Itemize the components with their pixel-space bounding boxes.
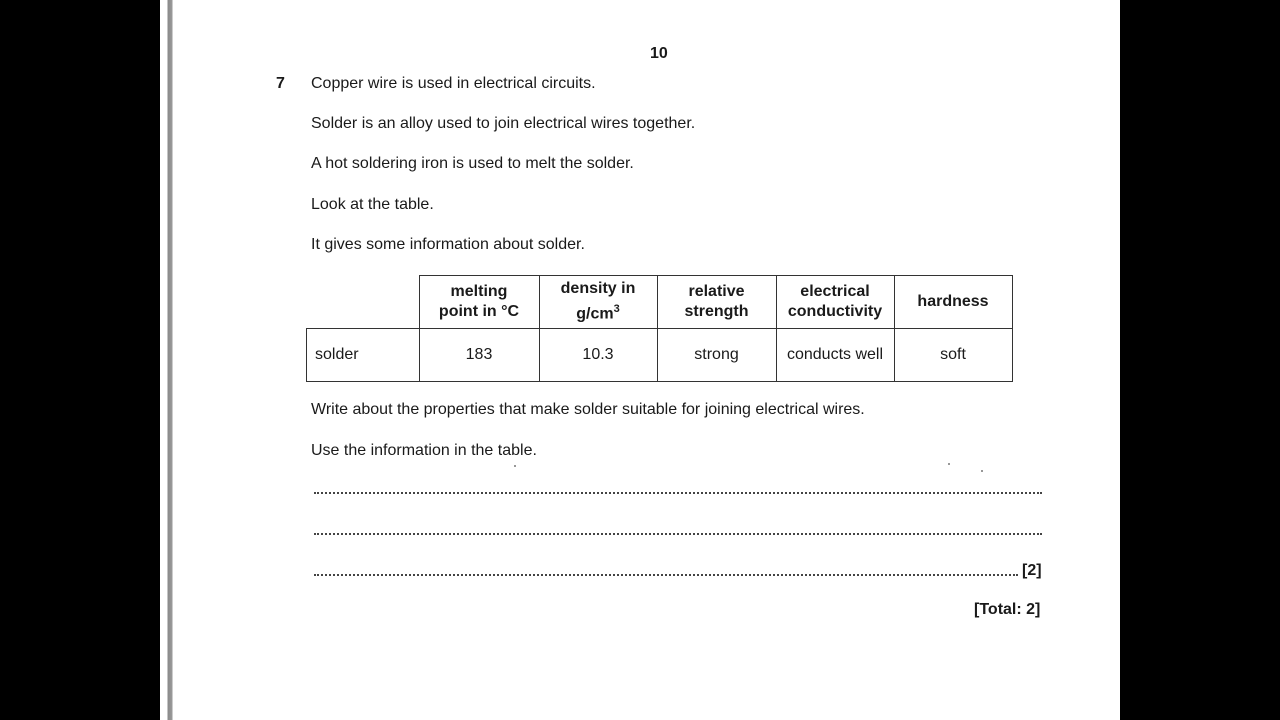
solder-properties-table — [306, 275, 1013, 382]
question-text-line-1: Copper wire is used in electrical circuits. — [311, 75, 596, 92]
table-header-density — [539, 276, 657, 329]
answer-line-3[interactable] — [314, 574, 1018, 576]
header-text: strength — [684, 303, 749, 320]
table-header-melting-point — [419, 276, 539, 329]
header-text: hardness — [917, 293, 989, 310]
question-number: 7 — [276, 75, 285, 92]
total-marks-label: [Total: 2] — [974, 601, 1041, 618]
marks-label: [2] — [1022, 562, 1042, 579]
superscript: 3 — [613, 303, 620, 316]
header-text: electrical — [800, 283, 870, 300]
table-corner-cell — [307, 276, 420, 329]
header-text: melting — [450, 283, 508, 300]
table-header-electrical-conductivity — [776, 276, 894, 329]
question-text-line-5: It gives some information about solder. — [311, 236, 585, 253]
page-edge — [160, 0, 178, 720]
header-text: g/cm — [576, 305, 614, 323]
scan-speck — [514, 465, 516, 467]
question-text-line-3: A hot soldering iron is used to melt the solder. — [311, 155, 634, 172]
page-number: 10 — [650, 45, 668, 62]
question-hint: Use the information in the table. — [311, 442, 537, 459]
exam-page — [178, 0, 1120, 720]
table-row — [307, 329, 1013, 382]
table-header-relative-strength — [657, 276, 776, 329]
header-text: conductivity — [787, 303, 883, 320]
table-header-hardness — [894, 276, 1012, 329]
scan-speck — [948, 463, 950, 465]
table-row-label: solder — [307, 329, 420, 382]
header-text: relative — [688, 283, 745, 300]
answer-line-1[interactable] — [314, 492, 1042, 494]
header-text: density in — [560, 280, 636, 298]
question-text-line-4: Look at the table. — [311, 196, 434, 213]
question-text-line-2: Solder is an alloy used to join electrical wires together. — [311, 115, 696, 132]
table-cell-density: 10.3 — [539, 329, 657, 382]
header-text: point in °C — [438, 303, 520, 320]
table-cell-electrical-conductivity: conducts well — [776, 329, 894, 382]
scan-speck — [981, 470, 983, 472]
table-header-row — [307, 276, 1013, 329]
answer-line-2[interactable] — [314, 533, 1042, 535]
table-cell-relative-strength: strong — [657, 329, 776, 382]
table-cell-melting-point: 183 — [419, 329, 539, 382]
table-cell-hardness: soft — [894, 329, 1012, 382]
question-instruction: Write about the properties that make solder suitable for joining electrical wires. — [311, 401, 865, 418]
